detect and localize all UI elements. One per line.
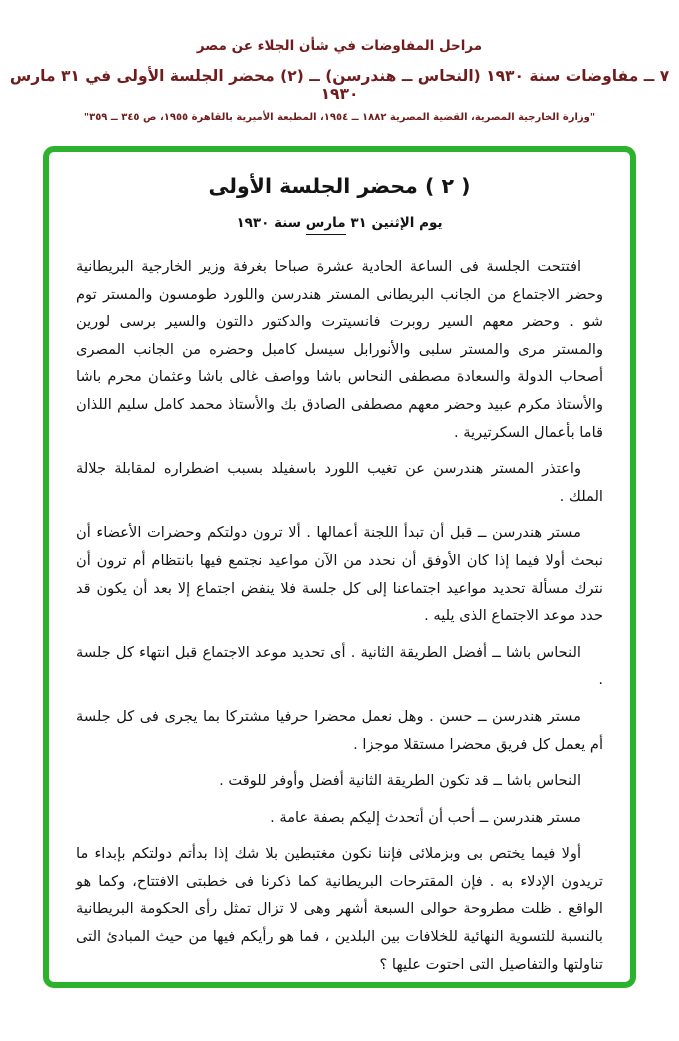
date-underlined: مارس bbox=[306, 215, 346, 235]
date-suffix: سنة ١٩٣٠ bbox=[236, 215, 306, 231]
document-title: ( ٢ ) محضر الجلسة الأولى bbox=[208, 174, 471, 198]
header-source-citation: "وزارة الخارجية المصرية، القضية المصرية ١٨٨٢ ــ ١٩٥٤، المطبعة الأميرية بالقاهرة ١٩٥٥، ص ٣٤٥ ــ ٣٥٩" bbox=[83, 112, 596, 123]
date-prefix: يوم الإثنين ٣١ bbox=[345, 215, 443, 231]
paragraph: مستر هندرسن ــ قبل أن تبدأ اللجنة أعمالها . ألا ترون دولتكم وحضرات الأعضاء أن نبحث أولا فيما إذا كان الأوفق أن نحدد من الآن مواعيد نجتمع فيها بانتظام أم ترون أن نترك مسألة تحديد مواعيد اجتماعنا إلى كل جلسة فلا ينفض اجتماع إلا بعد أن يكون قد حدد موعد الاجتماع الذى يليه . bbox=[76, 524, 603, 625]
document-body bbox=[76, 253, 603, 978]
paragraph: واعتذر المستر هندرسن عن تغيب اللورد باسفيلد بسبب اضطراره لمقابلة جلالة الملك . bbox=[76, 460, 603, 505]
paragraph: مستر هندرسن ــ أحب أن أتحدث إليكم بصفة عامة . bbox=[270, 808, 581, 826]
paragraph: أولا فيما يختص بى وبزملائى فإننا نكون مغتبطين بلا شك إذا بدأتم دولتكم بإبداء ما تريدون الإدلاء به . فإن المقترحات البريطانية كما ذكرنا فى خطبتى الافتتاح، وكما هو الواقع . ظلت مطروحة حوالى السبعة أشهر وهى لا تزال تمثل رأى الحكومة البريطانية بالنسبة للتسوية النهائية للخلافات بين البلدين ، فما هو رأيكم فيها من حيث المبادئ التى تناولتها والتفاصيل التى احتوت عليها ؟ bbox=[76, 845, 603, 973]
paragraph: النحاس باشا ــ قد تكون الطريقة الثانية أفضل وأوفر للوقت . bbox=[219, 772, 581, 790]
header-section-title: ٧ ــ مفاوضات سنة ١٩٣٠ (النحاس ــ هندرسن) ــ (٢) محضر الجلسة الأولى في ٣١ مارس ١٩٣٠ bbox=[9, 67, 670, 103]
paragraph: مستر هندرسن ــ حسن . وهل نعمل محضرا حرفيا مشتركا بما يجرى فى كل جلسة أم يعمل كل فريق محضرا مستقلا موجزا . bbox=[76, 707, 603, 753]
header-series-title: مراحل المفاوضات في شأن الجلاء عن مصر bbox=[196, 38, 483, 54]
paragraph: افتتحت الجلسة فى الساعة الحادية عشرة صباحا بغرفة وزير الخارجية البريطانية وحضر الاجتماع من الجانب البريطانى المستر هندرسن واللورد طومسون والمستر توم شو . وحضر معهم السير روبرت فانسيترت والدكتور دالتون والسير برسى لورين والمستر مرى والمستر سلبى والأنورابل سيسل كامبل وحضره من الجانب المصرى أصحاب الدولة والسعادة مصطفى النحاس باشا وواصف غالى باشا وعثمان محرم باشا والأستاذ مكرم عبيد وحضر معهم مصطفى الصادق بك والأستاذ محمد كامل سليم اللذان قاما بأعمال السكرتيرية . bbox=[76, 258, 603, 441]
document-frame bbox=[43, 146, 636, 988]
page-header bbox=[0, 0, 679, 123]
paragraph: النحاس باشا ــ أفضل الطريقة الثانية . أى تحديد موعد الاجتماع قبل انتهاء كل جلسة . bbox=[76, 643, 603, 689]
document-date bbox=[76, 215, 603, 231]
